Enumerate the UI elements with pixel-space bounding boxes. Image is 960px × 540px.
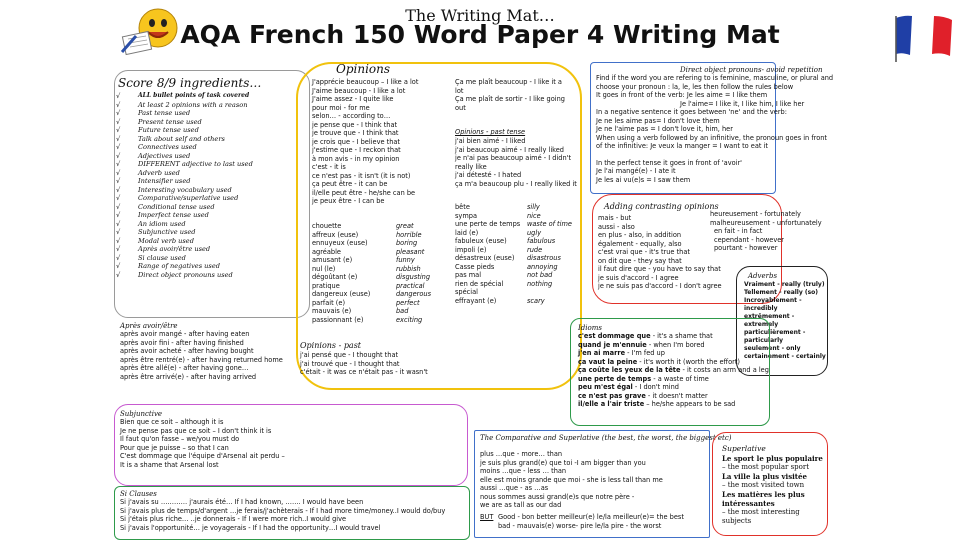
pronoun-line: Je l'aime= I like it, I like him, I like her [680,99,805,108]
comparative-but-line: Good - bon better meilleur(e) le/la meilleur(e)= the best [498,513,684,521]
apres-line: après être allé(e) - after having gone… [120,364,249,372]
adjective2-row-fr: spécial [455,288,479,296]
opinion2-past-line: j'ai beaucoup aimé - I really liked [455,145,564,154]
pronoun-line: Find if the word you are refering to is feminine, masculine, or plural and [596,74,834,82]
pronoun-line: When using a verb followed by an infinitive, the pronoun goes in front [596,133,828,142]
opinion2-line: Ça me plaît beaucoup - I like it a [455,78,562,86]
tick-icon: √ [116,270,121,279]
adjective-row-fr: amusant (e) [312,256,353,264]
smiley-writer-icon [118,6,186,56]
pronoun-line: Je l'ai mangé(e) - I ate it [596,167,676,175]
idiom-en: – he/she appears to be sad [644,400,736,408]
adjective2-row-en: not bad [527,271,553,279]
tick-icon: √ [116,92,121,100]
idiom-en: - it's a shame that [650,332,713,340]
idiom-fr: ça coûte les yeux de la tête [578,366,681,374]
pronouns-heading: Direct object pronouns- avoid repetition [680,66,823,74]
adjective-row-fr: agréable [312,247,341,256]
checklist-item [116,169,253,178]
opinion2-past-line: j'ai bien aimé - I liked [455,137,526,145]
adjective-row-en: rubbish [396,264,421,273]
checklist-label: Present tense used [138,117,202,126]
contrast-left-line: aussi - also [598,222,635,231]
checklist-item [116,194,253,203]
adverb-line: extrêmement - [744,313,795,320]
idiom-fr: ça vaut la peine [578,357,638,366]
tick-icon: √ [116,194,121,202]
adjective2-row-fr: effrayant (e) [455,296,497,305]
opinion-line: c'est - it is [312,163,346,171]
adjective2-row [455,229,572,238]
tick-icon: √ [116,236,121,245]
adjective-row [312,265,431,274]
tick-icon: √ [116,117,121,126]
subjunctive-line: It is a shame that Arsenal lost [120,460,219,469]
adjective2-row-fr: Casse pieds [455,262,495,271]
checklist-label: ALL bullet points of task covered [138,92,250,99]
opinion-line: ça peut être - it can be [312,180,388,188]
adverb-line: Incroyablement - [744,297,802,304]
comparative-heading: The Comparative and Superlative (the best, the worst, the biggest etc) [480,434,732,442]
adverb-line: incredibly [744,305,778,312]
opinion2-past-line: really like [455,162,487,171]
adjective-row-en: pleasant [396,247,425,256]
adjective2-row [455,288,572,297]
checklist-item [116,228,253,237]
superlative-heading: Superlative [722,444,766,453]
pronoun-line: Je ne l'aime pas = I don't love it, him, her [596,125,733,133]
si-list [120,498,445,532]
adjective-row-fr: parfait (e) [312,298,346,307]
opinions-list [312,78,418,206]
adjective-row-en: dangerous [396,290,432,298]
idiom-row [578,332,769,341]
contrast-right-line: cependant - however [714,235,784,244]
si-line: Si j'avais su ………… j'aurais été… If I had known, ……. I would have been [120,498,364,506]
opinion-line: pour moi - for me [312,103,370,112]
contrast-left-line: il faut dire que - you have to say that [598,265,721,273]
adjective2-row-en: waste of time [527,220,572,228]
apres-list [120,330,283,381]
pronoun-line: choose your pronoun : la, le, les then follow the rules below [596,82,794,91]
superlative-line: La ville la plus visitée [722,472,807,481]
tick-icon: √ [116,134,121,143]
adjective2-row-en: scary [527,296,545,305]
apres-line: après avoir acheté - after having bought [120,347,254,355]
adjective2-row [455,212,572,221]
opinions2-list [455,78,565,112]
adverb-line: certainement - certainly [744,353,826,360]
comparative-but-line: bad - mauvais(e) worse- pire le/la pire - the worst [498,521,662,530]
comparative-line: je suis plus grand(e) que toi -I am bigger than you [480,458,646,467]
comparative-line: elle est moins grande que moi - she is less tall than me [480,475,663,484]
adjective-row-en: bad [396,307,409,315]
checklist-label: Après avoir/être used [138,245,211,253]
opinion-line: J'aime beaucoup - I like a lot [312,86,406,95]
idiom-row [578,341,769,350]
contrast-left-line: je ne suis pas d'accord - I don't agree [598,282,722,290]
score-heading: Score 8/9 ingredients… [118,76,262,90]
checklist-item [116,254,253,263]
checklist-label: Modal verb used [138,236,194,245]
idiom-en: - when I'm bored [646,340,705,349]
checklist-label: Conditional tense used [138,202,215,211]
pronoun-line: of the infinitive: Je veux la manger = I want to eat it [596,142,768,150]
adjective-row [312,231,431,240]
checklist-item [116,177,253,186]
superlative-line: – the most popular sport [722,463,810,471]
checklist-item [116,92,253,101]
checklist-label: Comparative/superlative used [138,194,239,202]
si-line: Si j'avais l'opportunité… je voyagerais - If I had the opportunity…I would travel [120,523,381,532]
adjective-row [312,239,431,248]
checklist-item [116,160,253,169]
checklist-item [116,109,253,118]
adjective-row-en: disgusting [396,273,431,281]
opinions2-past-list [455,137,577,188]
checklist-label: Talk about self and others [138,134,225,143]
adjective-row-en: great [396,222,414,230]
checklist-item [116,262,253,271]
tick-icon: √ [116,177,121,185]
page-title: AQA French 150 Word Paper 4 Writing Mat [180,20,780,49]
adjective-row-fr: nul (le) [312,264,336,273]
idiom-row [578,392,769,401]
apres-line: après être arrivé(e) - after having arrived [120,372,257,381]
adjective-row-fr: dégoûtant (e) [312,273,358,281]
comparative-but-label: BUT [480,513,494,521]
comparative-line: plus …que - more… than [480,450,563,458]
pronouns-list [596,74,833,184]
superlative-line: Le sport le plus populaire [722,454,823,463]
adjective-row-fr: affreux (euse) [312,230,359,239]
idiom-row [578,366,769,375]
checklist-item [116,118,253,127]
idiom-row [578,349,769,358]
apres-heading: Après avoir/être [120,322,178,330]
adjective-row-en: practical [396,281,425,290]
si-line: Si j'étais plus riche… ..je donnerais - If I were more rich..I would give [120,515,347,523]
idiom-row [578,358,769,367]
tick-icon: √ [116,143,121,151]
checklist-item [116,152,253,161]
contrast-right-line: pourtant - however [714,244,778,252]
idiom-row [578,383,769,392]
adjective2-row-fr: bête [455,203,470,211]
checklist-item [116,237,253,246]
subjunctive-line: Il faut qu'on fasse – we/you must do [120,435,240,443]
checklist-label: Adjectives used [138,151,191,160]
opinion2-line: Ça me plaît de sortir - I like going [455,95,565,103]
checklist-label: DIFFERENT adjective to last used [138,160,253,168]
subjunctive-heading: Subjunctive [120,410,163,418]
contrast-left-line: également - equally, also [598,239,682,248]
adjective-row [312,222,431,231]
adjective2-row [455,237,572,246]
idiom-en: - it costs an arm and a leg [680,366,769,374]
adjective2-row [455,203,572,212]
subjunctive-list [120,418,285,469]
adjective-row [312,307,431,316]
subjunctive-line: Je ne pense pas que ce soit – I don't think it is [120,426,272,435]
french-flag-icon [890,8,954,64]
idiom-fr: j'en ai marre [578,349,626,357]
adjective-row [312,290,431,299]
opinion-line: ce n'est pas - it isn't (it is not) [312,171,411,180]
adjective2-row-fr: fabuleux (euse) [455,237,507,245]
idiom-row [578,375,769,384]
adjective-row [312,299,431,308]
comparative-but-lines [498,513,684,530]
adjective-row-en: exciting [396,315,423,324]
adjective-row [312,273,431,282]
tick-icon: √ [116,100,121,109]
opinion-line: à mon avis - in my opinion [312,154,400,163]
checklist-label: Future tense used [138,126,199,134]
contrasting-left-list [598,214,722,291]
apres-line: après avoir mangé - after having eaten [120,330,250,338]
opinions2-past-heading: Opinions - past tense [455,128,526,136]
opinion2-past-line: j'ai détesté - I hated [455,171,522,179]
adjective-row-fr: pratique [312,281,340,290]
checklist-label: Direct object pronouns used [138,270,233,279]
checklist-label: At least 2 opinions with a reason [138,100,248,109]
adverbs-heading: Adverbs [748,272,778,280]
checklist-item [116,186,253,195]
adverb-line: Tellement - really (so) [744,289,819,296]
adverb-line: seulement - only [744,345,801,352]
opinion-line: selon… - according to… [312,112,391,120]
adjective2-row [455,271,572,280]
idiom-en: - I don't mind [632,383,679,391]
superlative-line: – the most interesting subjects [722,508,800,525]
checklist-item [116,211,253,220]
superlative-line: Les matières les plus intéressantes [722,490,805,508]
adjective-row-fr: passionnant (e) [312,315,364,324]
adjective2-row-fr: sympa [455,211,477,220]
opinion-line: J'aime assez - I quite like [312,95,394,103]
checklist-item [116,220,253,229]
checklist-item [116,271,253,280]
checklist-item [116,126,253,135]
subjunctive-line: Bien que ce soit – although it is [120,418,224,426]
contrast-left-line: on dit que - they say that [598,256,682,265]
adjective2-row-en: fabulous [527,237,556,245]
adjective-row [312,316,431,325]
opinions2-adjectives [455,203,572,305]
opinion-line: je crois que - I believe that [312,137,401,146]
opinion-past-line: j'ai pensé que - I thought that [300,351,399,359]
adjective2-row [455,263,572,272]
adjective-row-fr: ennuyeux (euse) [312,239,368,247]
checklist-item [116,101,253,110]
adjective2-row-en: annoying [527,262,558,271]
tick-icon: √ [116,219,121,228]
idiom-row [578,400,769,409]
checklist-label: Si clause used [138,253,186,262]
tick-icon: √ [116,262,121,270]
opinion-past-line: j'ai trouvé que - I thought that [300,359,400,368]
checklist-label: An idiom used [138,219,186,228]
idiom-fr: il/elle a l'air triste [578,400,645,408]
checklist-label: Past tense used [138,109,191,117]
adjective-row-en: boring [396,239,418,247]
tick-icon: √ [116,211,121,219]
idiom-en: - it's worth it (worth the effort) [637,357,741,366]
adjective2-row-fr: pas mal [455,271,482,279]
contrast-right-line: heureusement - fortunately [710,210,801,218]
idiom-en: - I'm fed up [625,349,665,357]
superlative-line: – the most visited town [722,481,805,489]
idiom-en: - a waste of time [651,374,709,383]
adjective2-row-fr: impoli (e) [455,245,487,254]
adjective2-row [455,280,572,289]
adjective-row [312,248,431,257]
adjective2-row-en: silly [527,203,540,211]
tick-icon: √ [116,202,121,211]
si-line: Si j'avais plus de temps/d'argent …je ferais/j'achèterais - If I had more time/money..I would do/buy [120,506,446,515]
adjective-row-en: horrible [396,230,422,239]
opinion-past-line: c'était - it was ce n'était pas - it wasn't [300,368,428,376]
idiom-fr: ce n'est pas grave [578,391,646,400]
contrasting-heading: Adding contrasting opinions [604,202,719,211]
comparative-list [480,450,663,510]
tick-icon: √ [116,151,121,160]
adverb-line: extremely [744,321,779,328]
apres-line: après avoir fini - after having finished [120,338,244,347]
adjective-row-fr: mauvais (e) [312,307,352,315]
adjective2-row-en: nice [527,211,541,220]
checklist-label: Interesting vocabulary used [138,185,232,194]
comparative-line: nous sommes aussi grand(e)s que notre père - [480,492,635,501]
opinion2-line: lot [455,86,464,95]
checklist-label: Connectives used [138,143,197,151]
pronoun-line: Je les ai vu(e)s = I saw them [596,175,691,184]
comparative-line: moins …que - less … than [480,467,567,475]
tick-icon: √ [116,109,121,117]
checklist-item [116,143,253,152]
tick-icon: √ [116,185,121,194]
adjective-row-en: funny [396,256,415,264]
tick-icon: √ [116,253,121,262]
adjective2-row [455,246,572,255]
adjective-row-fr: dangereux (euse) [312,290,371,298]
adjective2-row-en: ugly [527,228,542,237]
page-supertitle: The Writing Mat… [405,6,555,25]
adverb-line: particulièrement - [744,329,806,336]
checklist-item [116,245,253,254]
pronoun-line: It goes in front of the verb: Je les aime = I like them [596,91,768,99]
idioms-list [578,332,769,409]
checklist-label: Intensifier used [138,177,191,185]
opinion-line: je pense que - I think that [312,120,398,129]
opinion-line: je trouve que - I think that [312,129,399,137]
checklist-item [116,135,253,144]
idiom-en: - it doesn't matter [645,391,708,400]
adjective2-row-en: rude [527,245,543,254]
adverb-line: Vraiment - really (truly) [744,281,825,288]
pronoun-line: In the perfect tense it goes in front of 'avoir' [596,158,742,167]
opinion2-past-line: ça m'a beaucoup plu - I really liked it [455,179,577,188]
checklist-label: Imperfect tense used [138,211,209,219]
adjective2-row-fr: une perte de temps [455,220,521,228]
tick-icon: √ [116,228,121,236]
adjective2-row-en: disastrous [527,254,561,262]
si-heading: Si Clauses [120,490,157,498]
tick-icon: √ [116,168,121,177]
tick-icon: √ [116,245,121,253]
pronoun-line: Je ne les aime pas= I don't love them [596,116,720,125]
subjunctive-line: Pour que je puisse – so that I can [120,443,229,452]
idiom-fr: c'est dommage que [578,332,651,340]
adjective2-row-fr: désastreux (euse) [455,254,515,262]
checklist-label: Subjunctive used [138,228,196,236]
comparative-line: aussi …que - as …as [480,484,549,492]
idioms-heading: Idioms [578,324,602,332]
apres-line: après être rentré(e) - after having returned home [120,355,283,364]
opinion-line: j'estime que - I reckon that [312,146,401,154]
opinions-past-heading: Opinions - past [300,341,362,350]
score-checklist [116,92,253,279]
opinions-heading: Opinions [336,62,391,76]
idiom-fr: quand je m'ennuie [578,340,647,349]
pronoun-line: In a negative sentence it goes between 'ne' and the verb: [596,108,787,116]
contrast-left-line: mais - but [598,214,632,222]
checklist-label: Range of negatives used [138,262,220,270]
opinion2-line: out [455,103,466,112]
contrast-right-line: malheureusement - unfortunately [710,218,822,227]
adjective2-row [455,254,572,263]
adjective-row [312,256,431,265]
checklist-item [116,203,253,212]
contrast-left-line: c'est vrai que - it's true that [598,248,690,256]
checklist-label: Adverb used [138,168,180,177]
adjective2-row-fr: rien de spécial [455,279,504,288]
adjective2-row [455,297,572,306]
adjective2-row [455,220,572,229]
adverb-line: particularly [744,337,784,344]
idiom-fr: une perte de temps [578,374,652,383]
subjunctive-line: C'est dommage que l'équipe d'Arsenal ait perdu – [120,452,285,460]
adjective2-row-en: nothing [527,279,553,288]
opinions-adjectives [312,222,431,324]
adjective-row-en: perfect [396,298,420,307]
adjective2-row-fr: laid (e) [455,228,479,237]
adjective-row [312,282,431,291]
opinions-past-list [300,351,428,377]
tick-icon: √ [116,126,121,134]
opinion2-past-line: je n'ai pas beaucoup aimé - I didn't [455,154,572,162]
adjective-row-fr: chouette [312,222,342,230]
contrasting-right-list [710,210,822,253]
idiom-fr: peu m'est égal [578,383,633,391]
superlative-list [722,454,826,526]
contrast-right-line: en fait - in fact [714,227,763,235]
opinion-line: J'apprécie beaucoup – I like a lot [312,78,419,86]
tick-icon: √ [116,160,121,168]
opinion-line: je peux être - I can be [312,197,385,205]
comparative-line: we are as tall as our dad [480,501,562,509]
contrast-left-line: je suis d'accord - I agree [598,273,679,282]
contrast-left-line: en plus - also, in addition [598,231,682,239]
opinion-line: il/elle peut être - he/she can be [312,188,416,197]
